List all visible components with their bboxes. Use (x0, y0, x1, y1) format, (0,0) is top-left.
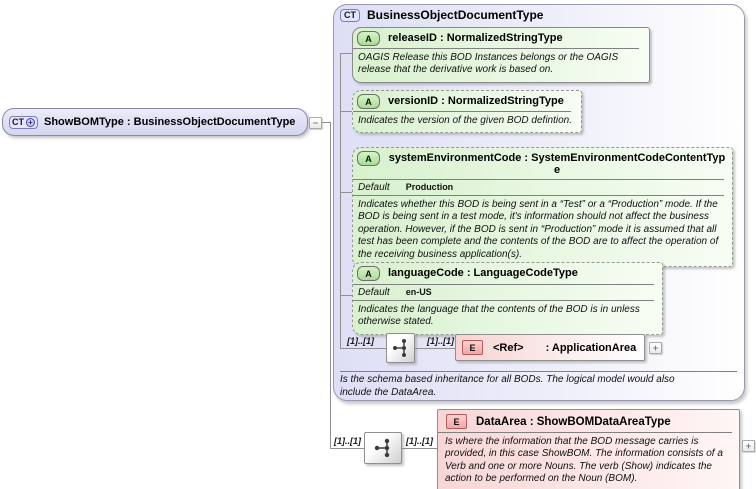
element-icon: E (446, 414, 467, 429)
sequence-icon (392, 338, 410, 358)
attribute-header (353, 91, 581, 111)
ref-element-box[interactable] (455, 334, 645, 361)
connector-line (402, 448, 437, 449)
root-type-label: ShowBOMType : BusinessObjectDocumentType (44, 116, 296, 128)
panel-title: BusinessObjectDocumentType (367, 8, 544, 22)
ref-element-name: <Ref> (493, 341, 524, 354)
default-row (353, 284, 654, 301)
attribute-icon: A (357, 94, 380, 109)
connector-line (330, 122, 331, 449)
attribute-icon: A (357, 266, 380, 281)
plus-circle-icon: + (26, 118, 35, 127)
attribute-name: releaseID : NormalizedStringType (388, 32, 563, 44)
default-value: en-US (405, 287, 432, 297)
attribute-name: systemEnvironmentCode : SystemEnvironmentCodeContentType (388, 152, 726, 176)
sequence-icon (373, 437, 393, 459)
default-label: Default (358, 287, 390, 298)
expand-toggle[interactable]: + (649, 342, 662, 354)
connector-line (341, 348, 386, 349)
element-icon: E (462, 340, 483, 355)
element-header (438, 410, 739, 432)
dataarea-title: DataArea : ShowBOMDataAreaType (476, 415, 671, 428)
ref-element-type: : ApplicationArea (545, 341, 637, 354)
attribute-box-systemenvironmentcode[interactable] (352, 147, 733, 267)
attribute-name: languageCode : LanguageCodeType (388, 267, 578, 279)
cardinality-label: [1]..[1] (406, 436, 433, 446)
attribute-header (353, 148, 732, 178)
collapse-toggle[interactable]: − (309, 117, 322, 129)
connector-line (415, 348, 455, 349)
default-value: Production (405, 182, 454, 192)
attribute-box-languagecode[interactable] (352, 262, 663, 335)
attribute-name: versionID : NormalizedStringType (388, 95, 564, 107)
panel-header[interactable] (340, 8, 543, 22)
attribute-header (353, 263, 662, 283)
attribute-box-versionid[interactable] (352, 90, 582, 133)
attribute-annotation: Indicates the version of the given BOD defintion. (353, 111, 571, 132)
attribute-icon: A (357, 151, 380, 166)
sequence-compositor[interactable] (386, 333, 415, 363)
cardinality-label: [1]..[1] (334, 436, 361, 446)
separator-line (340, 371, 737, 372)
panel-annotation: Is the schema based inheritance for all BODs. The logical model would also include the DataArea. (340, 374, 675, 398)
expand-toggle[interactable]: + (742, 440, 755, 452)
dataarea-element-box[interactable] (437, 409, 740, 489)
attribute-annotation: OAGIS Release this BOD Instances belongs or the OAGIS release that the derivative work is based on. (353, 48, 639, 82)
default-row (353, 179, 724, 196)
ct-label: CT (12, 117, 24, 127)
dataarea-annotation: Is where the information that the BOD message carries is provided, in this case ShowBOM. The information consists of a Verb and one or more Nouns. The verb (Show) indicates the action to be performed on the Noun (BOM). (438, 432, 732, 489)
cardinality-label: [1]..[1] (427, 336, 454, 346)
attribute-annotation: Indicates whether this BOD is being sent in a “Test” or a “Production” mode. If the BOD is being sent in a test mode, it's information should not affect the business operation. However, if the BOD is sent in “Production” mode it is assumed that all test has been complete and the contents of the BOD are to affect the operation of the receiving business application(s). (358, 199, 719, 260)
root-type-box[interactable] (2, 108, 308, 136)
attribute-icon: A (357, 31, 380, 46)
connector-line (340, 53, 341, 349)
complex-type-plus-icon (9, 116, 38, 129)
connector-line (330, 448, 364, 449)
attribute-box-releaseid[interactable] (352, 27, 650, 83)
sequence-compositor[interactable] (364, 432, 402, 464)
cardinality-label: [1]..[1] (347, 336, 374, 346)
attribute-annotation: Indicates the language that the contents of the BOD is in unless otherwise stated. (358, 304, 640, 328)
complex-type-icon: CT (340, 9, 360, 22)
attribute-header (353, 28, 649, 48)
default-label: Default (358, 182, 390, 193)
